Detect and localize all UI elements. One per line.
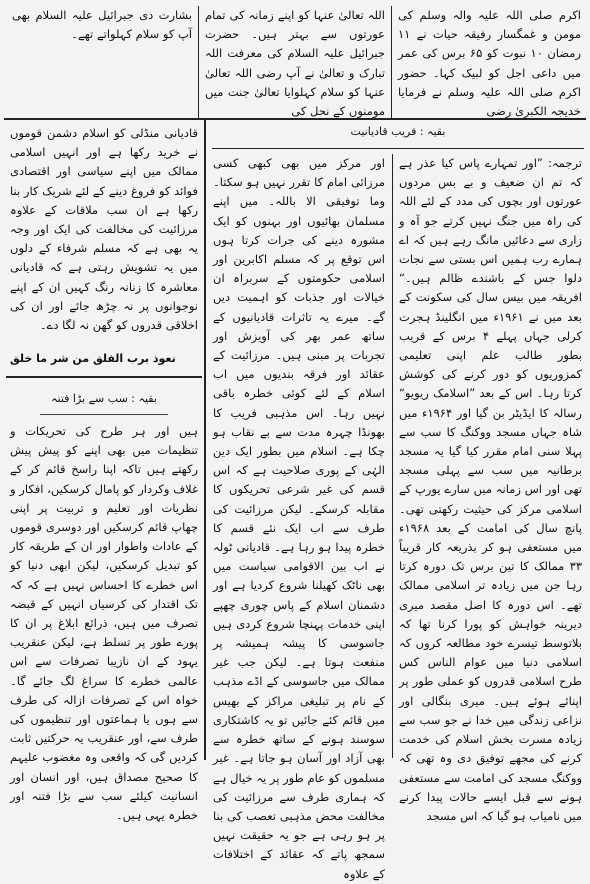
- section-right-heading: [212, 123, 584, 145]
- left-section-rule: [6, 376, 202, 378]
- section-right-heading-rule: [212, 148, 584, 149]
- top-left-text: بشارت دی جبرائیل علیہ السلام بھی آپ کو سلام کہلواتے تھے۔: [12, 8, 192, 42]
- article-left-text: اور مرکز میں بھی کبھی کسی مرزائی امام کا تقرر نہیں ہو سکتا۔ وما توفیقی الا باللہ۔ میں اپنے مسلمان بھائیوں اور بہنوں کو ایک مشورہ دینے کی جرات کرتا ہوں اس توقع پر کہ مسلم اکابرین اور اسلامی حکومتوں کے سربراہ ان خیالات اور جذبات کو اہمیت دیں گے۔ میرے یہ تاثرات قادیانیوں کے ساتھ عمر بھر کی آویزش اور تجربات پر مبنی ہیں۔ مرزائیت کے عقائد اور فرقہ بندیوں میں اب اسلام کے لئے کوئی خطرہ باقی نہیں رہا۔ اس مذہبی فریب کا بھونڈا چہرہ مدت سے بے نقاب ہو چکا ہے۔ اسلام میں بطور ایک دین الہٰی کے پوری صلاحیت ہے کہ اس قسم کی غیر شرعی تحریکوں کا مقابلہ کرسکے۔ لیکن مرزائیت کی طرف سے اب ایک نئے قسم کا خطرہ پیدا ہو رہا ہے۔ قادیانی ٹولہ نے اب بین الاقوامی سیاست میں بھی ناٹک کھیلنا شروع کردیا ہے اور دشمنان اسلام کے پاس چوری چھپے اپنی خدمات پہنچا شروع کردی ہیں جاسوسی کا پیشہ ہمیشہ پر منفعت ہوتا ہے۔ لیکن جب غیر ممالک میں جاسوسی کے اڈے مذہب کے نام پر تبلیغی مراکز کے بھیس میں قائم کئے جائیں تو یہ کاشتکاری سوسند ہونے کے ساتھ خطرہ سے بھی آزاد اور آسان ہو جاتا ہے۔ غیر مسلموں کو عام طور پر یہ خیال ہے کہ ہماری طرف سے مرزائیت کی مخالفت محض مذہبی تعصب کی بنا پر ہو رہی ہے جو یہ حقیقت نہیں سمجھ پاتے کہ عقائد کے اختلافات کے علاوہ: [213, 156, 385, 881]
- section-right-label: بقیہ : فریب قادیانیت: [350, 125, 446, 138]
- article-column-left: [213, 154, 385, 881]
- article-right-text: ترجمہ: ”اور تمہارے پاس کیا عذر ہے کہ تم ان ضعیف و بے بس مردوں عورتوں اور بچوں کی مدد کے لئے اللہ کی راہ میں جنگ نہیں کرتے جو آہ و زاری سے دعائیں مانگ رہے ہیں کہ اے ہمارے رب ہمیں اس بستی سے نجات دلوا جس کے باشندے ظالم ہیں۔“ افریقہ میں بیس سال کی سکونت کے بعد میں نے ۱۹۶۱ء میں انگلینڈ ہجرت کرلی جہاں پہلے ۴ برس کے قریب بطور طالب علم اپنی تعلیمی کمزوریوں کو دور کرنے کی کوشش کرتا رہا۔ اس کے بعد ”اسلامک ریویو“ رسالہ کا ایڈیٹر بن گیا اور ۱۹۶۴ء میں شاہ جہاں مسجد ووکنگ کا سب سے پہلا سنی امام مقرر کیا گیا یہ مسجد برطانیہ میں سب سے پہلی مسجد تھی اور اس زمانہ میں سارے یورپ کے اسلامی مرکز کی حیثیت رکھتی تھی۔ پانچ سال کی امامت کے بعد ۱۹۶۸ء میں مستعفی ہو کر بذریعہ کار قریباً ۳۳ ممالک کا تین برس تک دورہ کرتا رہا جن میں زیادہ تر اسلامی ممالک تھے۔ اس دورہ کا اصل مقصد میری دیرینہ خواہش کو پورا کرنا تھا کہ بلاتوسط تیسرے خود مطالعہ کروں کہ اسلامی دنیا میں عوام الناس کس طرح اسلامی قدروں کو عملی طور پر اپنائے ہوئے ہیں۔ میری بنگالی اور نزاعی زندگی میں خدا نے جو سب سے زیادہ مسرت بخش اسلام کی خدمت کرنے کی مجھے توفیق دی وہ تھی کہ ووکنگ مسجد کی امامت سے مستعفی ہونے سے قبل ایسے حالات پیدا کرنے میں نامیاب ہو گیا کہ اس مسجد: [399, 156, 583, 823]
- top-section-rule: [4, 118, 586, 120]
- top-middle-text: اللہ تعالیٰ عنہا کو اپنے زمانہ کی تمام عورتوں سے بہتر ہیں۔ حضرت جبرائیل علیہ السلام کی معرفت اللہ تبارک و تعالیٰ نے آپ رضی اللہ تعالیٰ عنہا کو سلام کہلوایا تعالیٰ جنت میں مومنوں کے نحل کی: [205, 8, 385, 119]
- left-signature: نعوذ برب الفلق من شر ما خلق: [10, 352, 176, 365]
- article-column-right: [399, 154, 583, 823]
- top-column-middle: [205, 6, 385, 118]
- left-top-column: [10, 124, 198, 346]
- article-divider: [392, 154, 393, 758]
- top-divider-1: [391, 6, 392, 118]
- left-bottom-text: ہیں اور ہر طرح کی تحریکات و تنظیمات میں بھی اپنے کو پیش پیش رکھتے ہیں تاکہ اپنا راسخ قائم کر کے غلاف وکردار کو پامال کرسکیں، افکار و نظریات اور تعلیم و تربیت پر اپنی چھاپ قائم کرسکیں اور دوسری قوموں کے عادات واطوار اور ان کے طریقہ کار کو تبدیل کرسکیں، لیکن ابھی دنیا کو اس خطرے کا احساس نہیں ہے کہ کہ تک اقتدار کی کرسیاں انہیں کے قبضہ تصرف میں ہیں، ذرائع ابلاغ پر ان کا پورے طور پر تسلط ہے، لیکن عنقریب یہود کے ان نازیبا تصرفات سے اس عالمی خطرے کا سراغ لگ جائے گا۔ خواہ اس کے تصرفات ازالہ کی طرف سے ہوں یا ہماعتوں اور تنظیموں کی طرف سے، اور عنقریب یہ حرکتیں ثابت کردیں گی کہ واقعی وہ مغضوب علیہم کا صحیح مصداق ہیں، اور انسان اور انسانیت کیلئے سب سے بڑا فتنہ اور خطرہ یہی ہیں۔: [10, 424, 198, 823]
- top-divider-2: [198, 6, 199, 118]
- left-signature-line: [10, 350, 198, 370]
- left-section-label: بقیہ : سب سے بڑا فتنہ: [51, 392, 157, 405]
- left-heading-underline: [40, 414, 168, 415]
- left-section-heading: [10, 390, 198, 410]
- top-column-right: [398, 6, 581, 118]
- top-right-text: اکرم صلی اللہ علیہ والہ وسلم کی مومن و غمگسار رفیقہ حیات نے ۱۱ رمضان ۱۰ نبوت کو ۶۵ برس کی عمر میں داعی اجل کو لبیک کہا۔ حضور اکرم صلی اللہ علیہ وسلم نے فرمایا خدیجہ الکبریٰ رضی: [398, 8, 581, 119]
- left-top-text: قادیانی منڈلی کو اسلام دشمن قوموں نے خرید رکھا ہے اور انہیں اسلامی ممالک میں اپنے سیاسی اور اقتصادی فوائد کو فروغ دینے کے لئے شریک کار بنا رکھا ہے ان سب ملاقات کے علاوہ مرزائیت کی مخالفت کی ایک اور وجہ یہ بھی ہے کہ مسلم شرفاء کے دلوں میں یہ تشویش رہتی ہے کہ قادیانی معاشرہ کا زنانہ رنگ کہیں ان کے اپنے نوجوانوں پر نہ چڑھ جائے اور ان کی اخلاقی قدروں کو گھن نہ لگا دے۔: [10, 126, 198, 333]
- main-section-divider: [204, 120, 206, 760]
- top-column-left: [12, 6, 192, 66]
- left-bottom-column: [10, 422, 198, 823]
